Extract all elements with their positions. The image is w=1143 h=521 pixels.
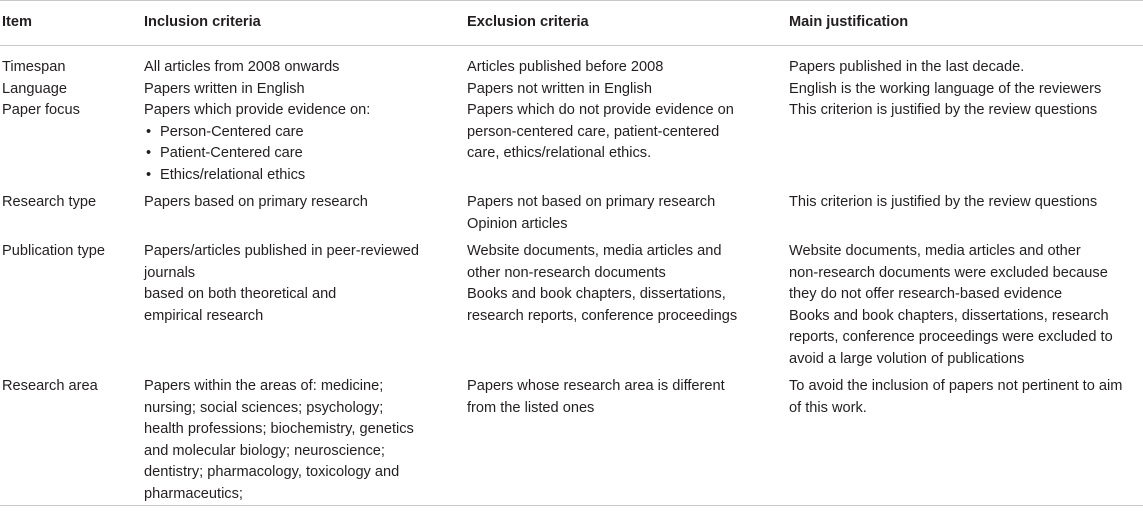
table-row	[0, 192, 1143, 241]
cell-exclusion-line: Papers which do not provide evidence on	[467, 102, 734, 118]
cell-justification	[787, 241, 1143, 370]
cell-item-text: Paper focus	[2, 102, 80, 118]
cell-inclusion	[142, 79, 465, 101]
cell-justification	[787, 376, 1143, 505]
cell-exclusion-line: care, ethics/relational ethics.	[467, 145, 652, 161]
cell-exclusion-line: Papers not written in English	[467, 80, 652, 97]
table-row	[0, 376, 1143, 505]
cell-justification-line: non-research documents were excluded because	[789, 264, 1108, 281]
cell-item-text: Research area	[2, 378, 98, 394]
cell-inclusion-line: Papers which provide evidence on:	[144, 102, 371, 118]
header-justification: Main justification	[789, 14, 909, 30]
cell-inclusion-line: Papers written in English	[144, 80, 305, 97]
bullet-text: Ethics/relational ethics	[160, 166, 306, 183]
cell-item	[0, 241, 142, 370]
cell-justification-line: English is the working language of the reviewers	[789, 80, 1102, 97]
bullet-text: Person-Centered care	[160, 123, 304, 140]
table-row	[0, 79, 1143, 101]
cell-justification	[787, 100, 1143, 186]
cell-justification-line: avoid a large volution of publications	[789, 350, 1025, 367]
cell-exclusion-line: Website documents, media articles and	[467, 243, 722, 259]
cell-exclusion-line: Opinion articles	[467, 215, 568, 232]
cell-item-text: Language	[2, 80, 67, 97]
cell-inclusion	[142, 241, 465, 370]
cell-justification	[787, 57, 1143, 79]
cell-item-text: Timespan	[2, 59, 66, 75]
bullet-dot-icon: •	[146, 145, 152, 161]
cell-exclusion-line: Articles published before 2008	[467, 59, 664, 75]
cell-exclusion-line: research reports, conference proceedings	[467, 307, 738, 324]
cell-item	[0, 57, 142, 79]
cell-inclusion-line: All articles from 2008 onwards	[144, 59, 340, 75]
cell-exclusion-line: from the listed ones	[467, 399, 595, 416]
cell-exclusion-line: Papers not based on primary research	[467, 194, 716, 210]
cell-item	[0, 192, 142, 235]
cell-justification-line: reports, conference proceedings were excluded to	[789, 329, 1113, 345]
cell-item	[0, 79, 142, 101]
table-row	[0, 100, 1143, 192]
header-exclusion: Exclusion criteria	[467, 14, 589, 30]
cell-item	[0, 100, 142, 186]
cell-inclusion-line: journals	[144, 264, 196, 281]
bullet-text: Patient-Centered care	[160, 145, 303, 161]
cell-justification-line: This criterion is justified by the review questions	[789, 194, 1098, 210]
cell-inclusion-line: Papers/articles published in peer-reviewed	[144, 243, 419, 259]
cell-inclusion-line: empirical research	[144, 307, 264, 324]
bullet-dot-icon: •	[146, 166, 152, 183]
cell-inclusion-line: based on both theoretical and	[144, 286, 337, 302]
cell-inclusion	[142, 100, 465, 186]
cell-exclusion	[465, 79, 787, 101]
table-header-row	[0, 1, 1143, 46]
cell-justification-line: Website documents, media articles and other	[789, 243, 1081, 259]
table-row	[0, 241, 1143, 376]
cell-inclusion-line: dentistry; pharmacology, toxicology and	[144, 464, 400, 480]
cell-justification-line: Books and book chapters, dissertations, research	[789, 307, 1109, 324]
cell-inclusion-line: Papers based on primary research	[144, 194, 368, 210]
bullet-dot-icon: •	[146, 123, 152, 140]
cell-inclusion-line: Papers within the areas of: medicine;	[144, 378, 384, 394]
cell-inclusion	[142, 376, 465, 505]
header-inclusion: Inclusion criteria	[144, 14, 261, 30]
bullet-item	[144, 143, 465, 165]
cell-exclusion-line: Books and book chapters, dissertations,	[467, 286, 726, 302]
cell-exclusion-line: other non-research documents	[467, 264, 666, 281]
cell-exclusion	[465, 100, 787, 186]
cell-inclusion-line: pharmaceutics;	[144, 485, 243, 502]
cell-item-text: Publication type	[2, 243, 106, 259]
table-row	[0, 57, 1143, 79]
cell-exclusion	[465, 241, 787, 370]
cell-exclusion-line: person-centered care, patient-centered	[467, 123, 720, 140]
cell-item	[0, 376, 142, 505]
cell-justification-line: they do not offer research-based evidence	[789, 286, 1063, 302]
cell-inclusion-line: nursing; social sciences; psychology;	[144, 399, 384, 416]
cell-justification	[787, 192, 1143, 235]
cell-inclusion	[142, 192, 465, 235]
cell-justification-line: of this work.	[789, 399, 867, 416]
bullet-item	[144, 122, 465, 144]
bullet-item	[144, 165, 465, 187]
cell-inclusion-line: health professions; biochemistry, genetics	[144, 421, 414, 437]
cell-exclusion-line: Papers whose research area is different	[467, 378, 725, 394]
table-body	[0, 57, 1143, 505]
header-item: Item	[2, 14, 33, 30]
cell-inclusion	[142, 57, 465, 79]
cell-justification-line: To avoid the inclusion of papers not pertinent to aim	[789, 378, 1123, 394]
cell-justification-line: This criterion is justified by the review questions	[789, 102, 1098, 118]
cell-justification	[787, 79, 1143, 101]
cell-inclusion-line: and molecular biology; neuroscience;	[144, 442, 385, 459]
cell-justification-line: Papers published in the last decade.	[789, 59, 1025, 75]
cell-item-text: Research type	[2, 194, 97, 210]
cell-exclusion	[465, 376, 787, 505]
cell-exclusion	[465, 57, 787, 79]
cell-exclusion	[465, 192, 787, 235]
